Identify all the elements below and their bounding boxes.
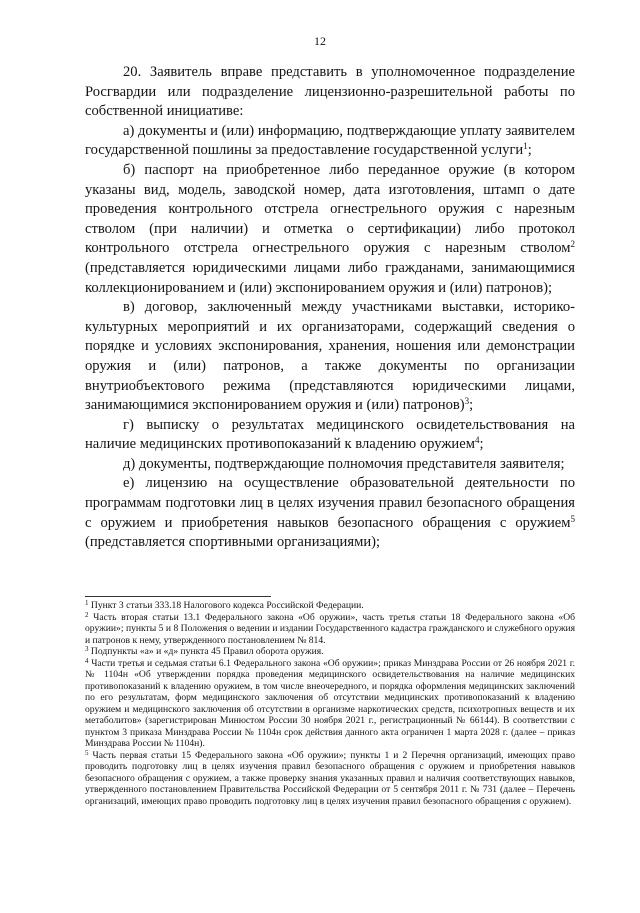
page-number: 12: [314, 34, 326, 48]
footnote-ref-3: 3: [464, 396, 470, 407]
footnotes: [85, 600, 575, 807]
item-b-end: (представляется юридическими лицами либо гражданами, занимающимися коллекционированием и (или) экспонированием оружия и (или) патронов);: [85, 259, 575, 296]
footnote-number: 1: [85, 599, 89, 607]
item-g-text: г) выписку о результатах медицинского освидетельствования на наличие медицинских противопоказаний к владению оружием: [85, 416, 575, 453]
item-e-text: е) лицензию на осуществление образовательной деятельности по программам подготовки лиц в целях изучения правил безопасного обращения с оружием и приобретения навыков безопасного обращения с оружием: [85, 475, 575, 531]
footnote-text: Часть первая статьи 15 Федерального закона «Об оружии»; пункты 1 и 2 Перечня организаций, имеющих право проводить подготовку лиц в целях изучения правил безопасного обращения с оружием и приобретения навыков безопасного обращения с оружием, а также проверку знания указанных правил и наличия соответствующих навыков, утвержденного постановлением Правительства Российской Федерации от 5 сентября 2011 г. № 731 (далее – Перечень организаций, имеющих право проводить подготовку лиц в целях изучения правил безопасного обращения с оружием).: [85, 749, 575, 807]
item-b: [85, 161, 575, 298]
footnote-number: 5: [85, 748, 89, 757]
item-a-end: ;: [527, 142, 532, 159]
footnote-ref-1: 1: [523, 141, 528, 152]
footnote-1: [85, 600, 575, 612]
item-a-text: а) документы и (или) информацию, подтверждающие уплату заявителем государственной пошлины за предоставление государственной услуги: [85, 122, 575, 159]
item-v-text: в) договор, заключенный между участниками выставки, историко-культурных мероприятий и их организаторами, содержащий сведения о порядке и условиях экспонирования, хранения, ношения или демонстрации оружия и (или) патронов, а также документы по организации внутриобъектового режима (представляются юридическими лицами, занимающимися экспонированием оружия и (или) патронов): [85, 299, 575, 414]
item-g: [85, 416, 575, 455]
footnote-number: 4: [85, 656, 89, 665]
main-text: [85, 63, 575, 553]
item-b-text: б) паспорт на приобретенное либо переданное оружие (в котором указаны вид, модель, заводской номер, дата изготовления, штамп о дате проведения контрольного отстрела огнестрельного оружия с нарезным стволом (при наличии) и отметка о сертификации) либо протокол контрольного отстрела огнестрельного оружия с нарезным стволом: [85, 161, 575, 257]
footnote-2: [85, 612, 575, 647]
item-e: [85, 474, 575, 552]
footnote-text: Части третья и седьмая статьи 6.1 Федерального закона «Об оружии»; приказ Минздрава России от 26 ноября 2021 г. № 1104н «Об утверждении порядка проведения медицинского освидетельствования на наличие медицинских противопоказаний к владению оружием, в том числе внеочередного, и порядка оформления медицинских заключений по его результатам, форм медицинского заключения об отсутствии медицинских противопоказаний к владению оружием и медицинского заключения об отсутствии в организме наркотических средств, психотропных веществ и их метаболитов» (зарегистрирован Минюстом России 30 ноября 2021 г., регистрационный № 66144). В соответствии с пунктом 3 приказа Минздрава России № 1104н срок действия данного акта ограничен 1 марта 2028 г. (далее – приказ Минздрава России № 1104н).: [85, 657, 575, 749]
footnote-number: 2: [85, 610, 89, 619]
footnote-5: [85, 750, 575, 808]
item-d: д) документы, подтверждающие полномочия представителя заявителя;: [123, 455, 565, 472]
footnote-text: Подпункты «а» и «д» пункта 45 Правил оборота оружия.: [88, 646, 324, 657]
paragraph-20: 20. Заявитель вправе представить в уполномоченное подразделение Росгвардии или подразделение лицензионно-разрешительной работы по собственной инициативе:: [85, 64, 575, 120]
footnote-4: [85, 658, 575, 750]
item-v-end: ;: [469, 397, 474, 414]
item-a: [85, 122, 575, 161]
footnote-ref-5: 5: [570, 513, 575, 524]
footnote-ref-2: 2: [570, 239, 575, 250]
item-g-end: ;: [479, 436, 484, 453]
item-v: [85, 298, 575, 416]
footnote-number: 3: [85, 645, 89, 653]
footnote-text: Часть вторая статьи 13.1 Федерального закона «Об оружии», часть третья статьи 18 Федерального закона «Об оружии»; пункты 5 и 8 Положения о ведении и издании Государственного кадастра гражданского и служебного оружия и патронов к нему, утвержденного постановлением № 814.: [85, 611, 575, 646]
footnote-3: [85, 646, 575, 658]
footnote-text: Пункт 3 статьи 333.18 Налогового кодекса Российской Федерации.: [88, 600, 364, 611]
item-e-end: (представляется спортивными организациями);: [85, 534, 381, 551]
footnote-separator: [85, 596, 271, 597]
footnote-ref-4: 4: [474, 435, 480, 446]
